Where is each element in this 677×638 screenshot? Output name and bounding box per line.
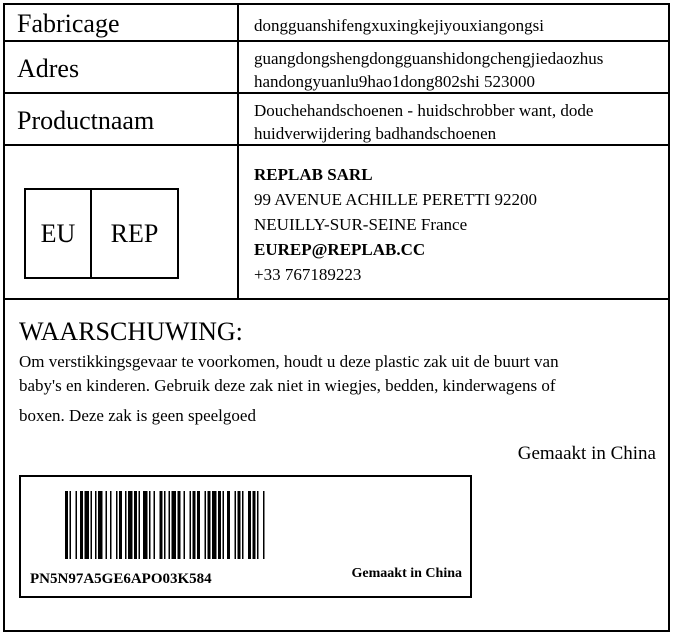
- barcode-bar: [128, 491, 133, 559]
- barcode-bar: [160, 491, 163, 559]
- warning-line: boxen. Deze zak is geen speelgoed: [19, 406, 256, 425]
- barcode-bar: [98, 491, 103, 559]
- barcode-bar: [125, 491, 127, 559]
- barcode-made-in: Gemaakt in China: [351, 566, 462, 581]
- barcode-image: [65, 491, 425, 559]
- rep-email: EUREP@REPLAB.CC: [254, 240, 426, 259]
- warning-line: baby's en kinderen. Gebruik deze zak niet in wiegjes, bedden, kinderwagens of: [19, 376, 556, 395]
- barcode-bar: [116, 491, 118, 559]
- barcode-bar: [85, 491, 90, 559]
- barcode-bar: [184, 491, 186, 559]
- made-in-text: Gemaakt in China: [517, 443, 656, 464]
- productnaam-value: [254, 99, 593, 145]
- barcode-bar: [242, 491, 244, 559]
- barcode-bar: [134, 491, 137, 559]
- divider: [5, 92, 668, 94]
- barcode-bar: [248, 491, 251, 559]
- fabricage-value-line: dongguanshifengxuxingkejiyouxiangongsi: [254, 16, 544, 35]
- warning-text: [19, 350, 559, 428]
- barcode-sku: PN5N97A5GE6APO03K584: [30, 571, 212, 587]
- barcode-bar: [70, 491, 72, 559]
- adres-value: [254, 47, 603, 93]
- eu-representative: [254, 162, 537, 287]
- adres-value-line: guangdongshengdongguanshidongchengjiedaozhus: [254, 49, 604, 68]
- barcode-bar: [253, 491, 256, 559]
- barcode-bar: [218, 491, 221, 559]
- barcode-bar: [223, 491, 225, 559]
- barcode-bar: [197, 491, 200, 559]
- barcode-bar: [193, 491, 196, 559]
- barcode-bar: [154, 491, 156, 559]
- barcode-bar: [106, 491, 108, 559]
- barcode-bar: [139, 491, 141, 559]
- warning-line: Om verstikkingsgevaar te voorkomen, houdt u deze plastic zak uit de buurt van: [19, 352, 559, 371]
- eu-rep-symbol-right: REP: [110, 218, 159, 248]
- adres-label: Adres: [17, 54, 80, 83]
- barcode-label: [19, 475, 472, 598]
- barcode-bar: [119, 491, 122, 559]
- barcode-bar: [143, 491, 148, 559]
- barcode-bar: [178, 491, 181, 559]
- barcode-bar: [91, 491, 93, 559]
- rep-company: REPLAB SARL: [254, 165, 373, 184]
- warning-title: WAARSCHUWING:: [19, 317, 243, 346]
- rep-address-line: 99 AVENUE ACHILLE PERETTI 92200: [254, 190, 538, 209]
- barcode-bar: [76, 491, 78, 559]
- barcode-bar: [190, 491, 192, 559]
- fabricage-label: Fabricage: [17, 9, 120, 38]
- barcode-bar: [208, 491, 211, 559]
- column-divider: [237, 5, 239, 300]
- barcode-bar: [205, 491, 207, 559]
- divider: [5, 40, 668, 42]
- divider: [5, 144, 668, 146]
- barcode-bar: [235, 491, 237, 559]
- rep-phone: +33 767189223: [254, 265, 362, 284]
- barcode-bar: [257, 491, 259, 559]
- barcode-bar: [263, 491, 265, 559]
- barcode-bar: [149, 491, 151, 559]
- fabricage-value: [254, 14, 544, 37]
- barcode-bar: [95, 491, 97, 559]
- eu-rep-symbol: [24, 188, 179, 279]
- product-label: [3, 3, 670, 632]
- barcode-bar: [65, 491, 68, 559]
- divider: [5, 298, 668, 300]
- barcode-bar: [164, 491, 166, 559]
- barcode-bar: [212, 491, 217, 559]
- barcode-bar: [169, 491, 171, 559]
- barcode-bar: [227, 491, 230, 559]
- barcode-bar: [172, 491, 177, 559]
- productnaam-value-line: Douchehandschoenen - huidschrobber want, dode: [254, 101, 594, 120]
- eu-rep-symbol-left: EU: [26, 190, 92, 277]
- productnaam-value-line: huidverwijdering badhandschoenen: [254, 124, 497, 143]
- adres-value-line: handongyuanlu9hao1dong802shi 523000: [254, 72, 535, 91]
- barcode-bar: [238, 491, 241, 559]
- barcode-bar: [80, 491, 83, 559]
- productnaam-label: Productnaam: [17, 106, 155, 135]
- rep-address-line: NEUILLY-SUR-SEINE France: [254, 215, 468, 234]
- barcode-bar: [110, 491, 112, 559]
